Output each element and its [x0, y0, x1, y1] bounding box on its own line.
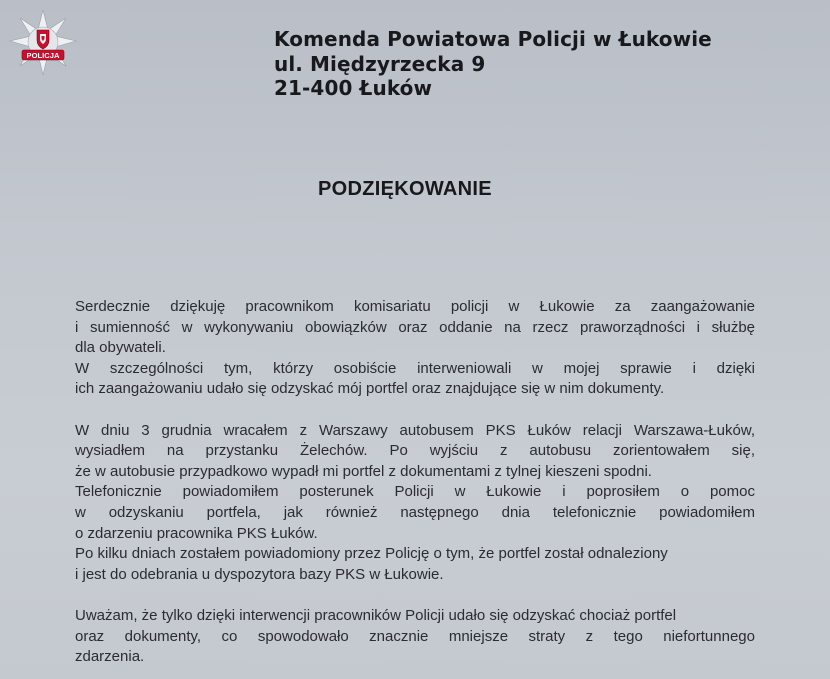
paragraph-1-line-1: Serdecznie dziękuję pracownikom komisariatu policji w Łukowie za zaangażowanie — [75, 298, 755, 315]
letter-body — [75, 297, 755, 668]
paragraph-2-line-7: Po kilku dniach zostałem powiadomiony przez Policję o tym, że portfel został odnaleziony — [75, 545, 668, 563]
header-address — [274, 27, 712, 101]
paragraph-2-line-6: o zdarzeniu pracownika PKS Łuków. — [75, 524, 318, 542]
paragraph-3-line-2: oraz dokumenty, co spowodowało znacznie mniejsze straty z tego niefortunnego — [75, 627, 755, 645]
paragraph-2-line-5: w odzyskaniu portfela, jak również następnego dnia telefonicznie powiadomiłem — [75, 503, 755, 521]
paragraph-gap — [75, 400, 755, 421]
paragraph-1-line-3: dla obywateli. — [75, 339, 166, 357]
paragraph-3-line-1: Uważam, że tylko dzięki interwencji pracowników Policji udało się odzyskać chociaż portfel — [75, 606, 677, 624]
paragraph-3-line-3: zdarzenia. — [75, 648, 145, 666]
paragraph-2-line-4: Telefonicznie powiadomiłem posterunek Policji w Łukowie i poprosiłem o pomoc — [75, 483, 755, 501]
paragraph-gap — [75, 585, 755, 606]
header-line-1: Komenda Powiatowa Policji w Łukowie — [274, 27, 712, 51]
paragraph-1-line-4: W szczególności tym, którzy osobiście interweniowali w mojej sprawie i dzięki — [75, 359, 755, 377]
paragraph-2-line-1: W dniu 3 grudnia wracałem z Warszawy autobusem PKS Łuków relacji Warszawa-Łuków, — [75, 421, 755, 439]
logo-text: POLICJA — [26, 51, 60, 60]
paragraph-2-line-2: wysiadłem na przystanku Żelechów. Po wyjściu z autobusu zorientowałem się, — [75, 442, 755, 460]
paragraph-2-line-3: że w autobusie przypadkowo wypadł mi portfel z dokumentami z tylnej kieszeni spodni. — [75, 462, 652, 480]
document-title: PODZIĘKOWANIE — [318, 178, 492, 200]
header-line-3: 21-400 Łuków — [274, 76, 433, 100]
paragraph-1-line-5: ich zaangażowaniu udało się odzyskać mój portfel oraz znajdujące się w nim dokumenty. — [75, 380, 665, 398]
paragraph-1-line-2: i sumienność w wykonywaniu obowiązków oraz oddanie na rzecz praworządności i służbę — [75, 318, 755, 336]
paragraph-2-line-8: i jest do odebrania u dyspozytora bazy PKS w Łukowie. — [75, 565, 444, 583]
police-star-emblem-icon — [8, 8, 78, 78]
header-line-2: ul. Międzyrzecka 9 — [274, 51, 486, 76]
